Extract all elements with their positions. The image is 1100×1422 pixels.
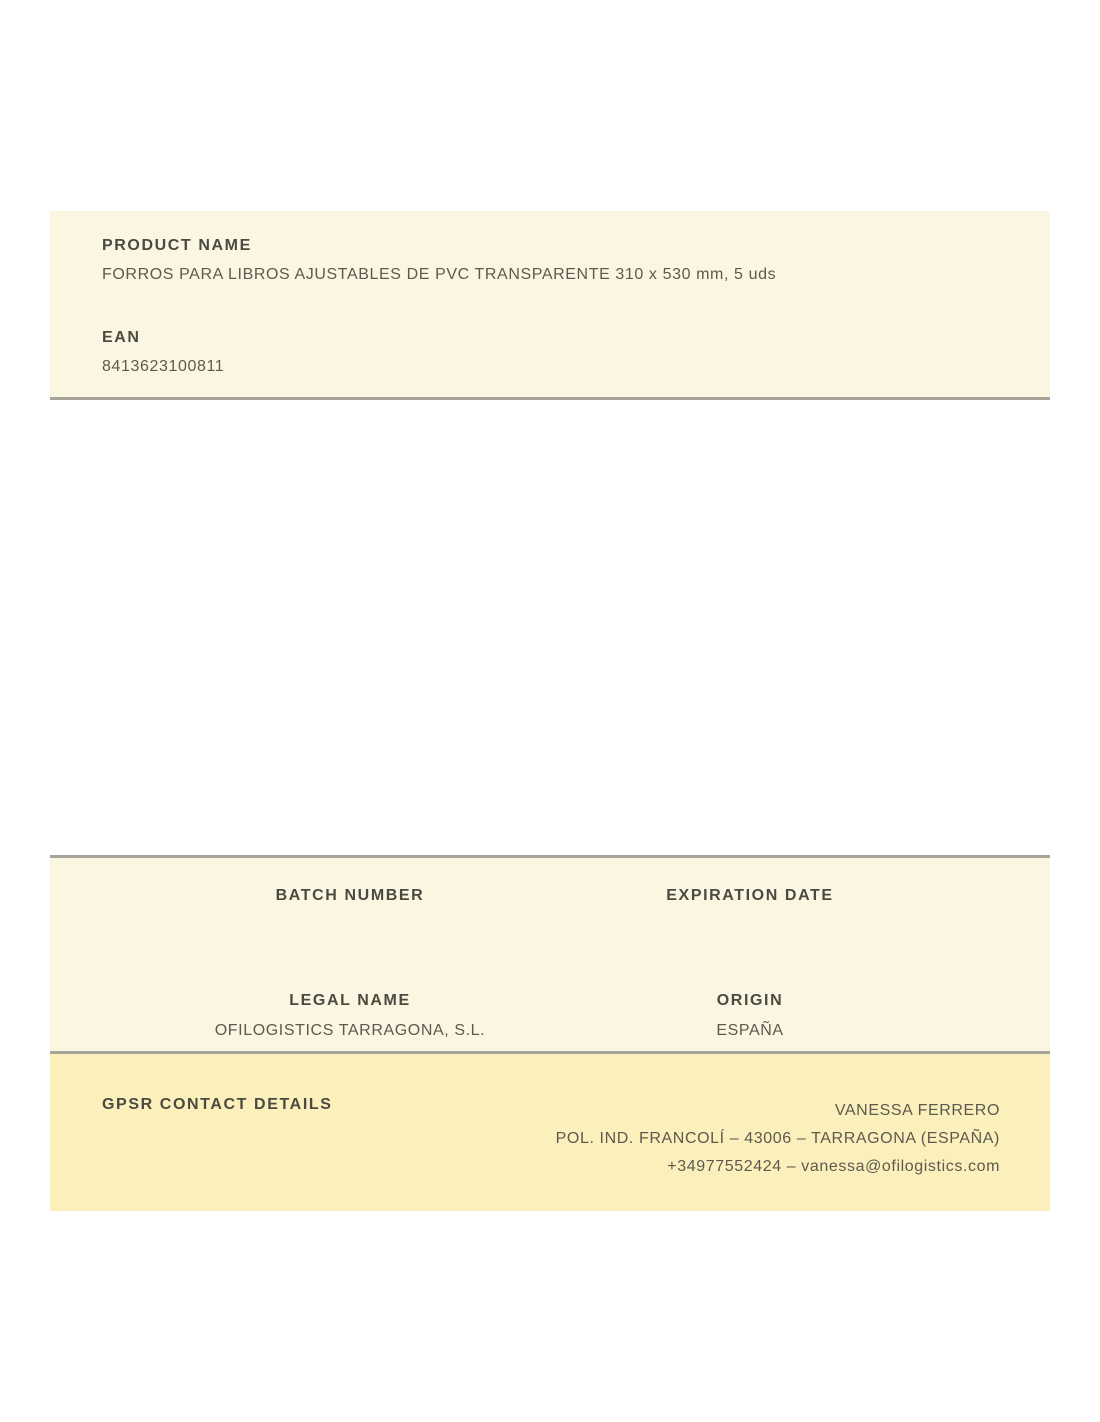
expiration-date-label: EXPIRATION DATE [666,887,834,904]
batch-number-label: BATCH NUMBER [275,887,425,904]
contact-name: VANESSA FERRERO [834,1102,1000,1119]
product-name-label: PRODUCT NAME [102,237,252,254]
batch-number-value [150,904,550,920]
gpsr-contact-label: GPSR CONTACT DETAILS [102,1096,333,1113]
contact-address: POL. IND. FRANCOLÍ – 43006 – TARRAGONA (ESPAÑA) [555,1130,1000,1147]
product-info-section [50,211,1050,400]
ean-value: 8413623100811 [102,358,225,375]
ean-field [102,330,998,375]
legal-origin-row [150,993,950,1039]
expiration-date-value [550,904,950,920]
origin-field [550,993,950,1039]
batch-number-field [150,888,550,920]
contact-phone-email: +34977552424 – vanessa@ofilogistics.com [667,1158,1000,1175]
legal-name-label: LEGAL NAME [289,992,411,1009]
ean-label: EAN [102,329,141,346]
product-name-field [102,238,998,283]
product-name-value: FORROS PARA LIBROS AJUSTABLES DE PVC TRANSPARENTE 310 x 530 mm, 5 uds [102,266,777,283]
origin-label: ORIGIN [716,992,784,1009]
legal-name-value: OFILOGISTICS TARRAGONA, S.L. [214,1022,486,1039]
gpsr-contact-section [50,1054,1050,1211]
gpsr-contact-block [556,1097,1000,1181]
expiration-date-field [550,888,950,920]
batch-origin-section [50,855,1050,1054]
batch-expiration-row [150,888,950,920]
legal-name-field [150,993,550,1039]
origin-value: ESPAÑA [716,1022,784,1039]
